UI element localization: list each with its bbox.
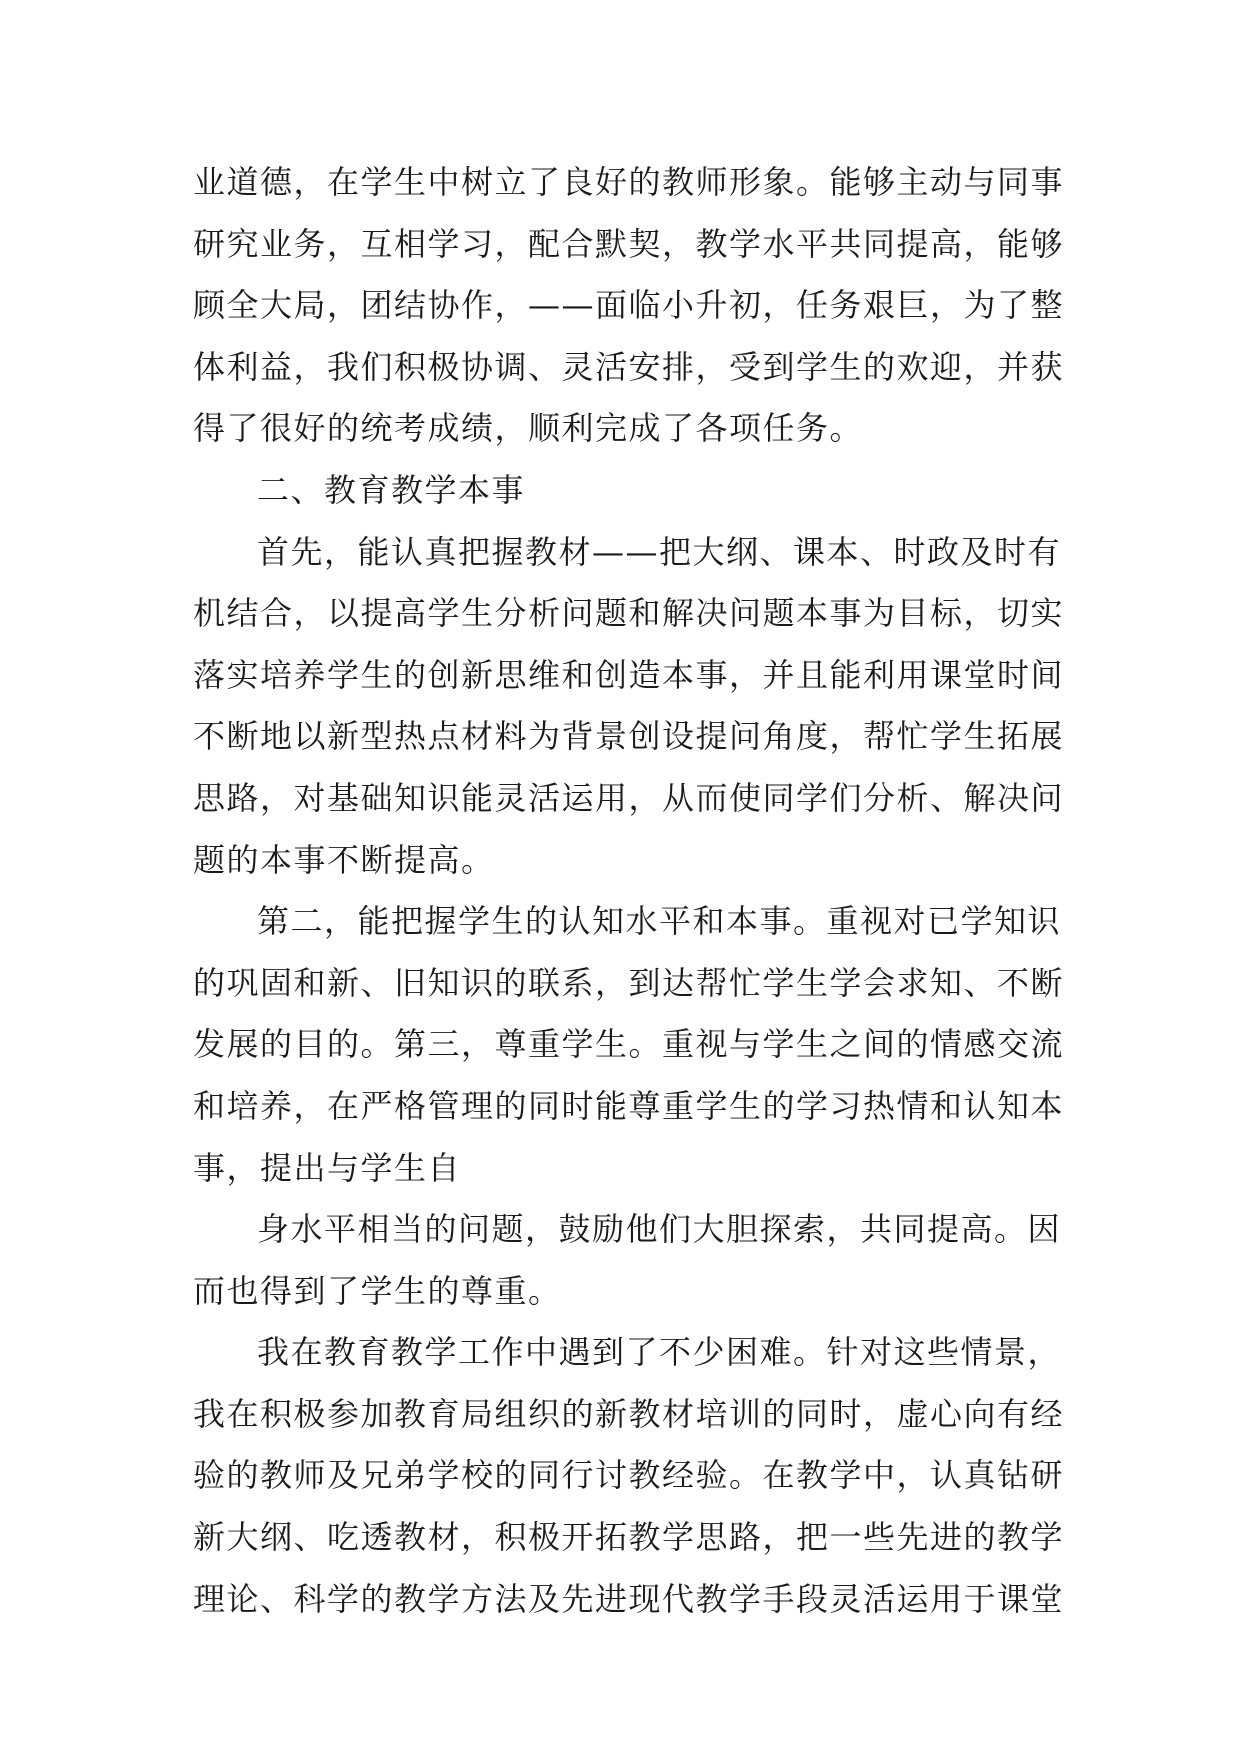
body-text xyxy=(193,152,1065,1630)
paragraph-start: 身水平相当的问题，鼓励他们大胆探索，共同提高。因 xyxy=(257,1210,1062,1249)
text-line: 顾全大局，团结协作，——面临小升初，任务艰巨，为了整 xyxy=(193,286,1065,325)
text-line: 机结合，以提高学生分析问题和解决问题本事为目标，切实 xyxy=(193,594,1065,633)
text-line: 而也得到了学生的尊重。 xyxy=(193,1271,562,1310)
text-line: 和培养，在严格管理的同时能尊重学生的学习热情和认知本 xyxy=(193,1086,1065,1125)
text-line: 得了很好的统考成绩，顺利完成了各项任务。 xyxy=(193,409,864,448)
text-line: 我在积极参加教育局组织的新教材培训的同时，虚心向有经 xyxy=(193,1394,1065,1433)
text-line: 验的教师及兄弟学校的同行讨教经验。在教学中，认真钻研 xyxy=(193,1456,1065,1495)
text-line: 思路，对基础知识能灵活运用，从而使同学们分析、解决问 xyxy=(193,778,1065,817)
text-line: 不断地以新型热点材料为背景创设提问角度，帮忙学生拓展 xyxy=(193,717,1065,756)
text-line: 新大纲、吃透教材，积极开拓教学思路，把一些先进的教学 xyxy=(193,1518,1065,1557)
paragraph-start: 我在教育教学工作中遇到了不少困难。针对这些情景， xyxy=(257,1333,1062,1372)
section-heading: 二、教育教学本事 xyxy=(257,470,526,509)
text-line: 的巩固和新、旧知识的联系，到达帮忙学生学会求知、不断 xyxy=(193,963,1065,1002)
text-line: 落实培养学生的创新思维和创造本事，并且能利用课堂时间 xyxy=(193,655,1065,694)
text-line: 事，提出与学生自 xyxy=(193,1148,462,1187)
paragraph-start: 首先，能认真把握教材——把大纲、课本、时政及时有 xyxy=(257,532,1062,571)
paragraph-start: 第二，能把握学生的认知水平和本事。重视对已学知识 xyxy=(257,902,1062,941)
text-line: 研究业务，互相学习，配合默契，教学水平共同提高，能够 xyxy=(193,224,1065,263)
text-line: 理论、科学的教学方法及先进现代教学手段灵活运用于课堂 xyxy=(193,1579,1065,1618)
text-line: 体利益，我们积极协调、灵活安排，受到学生的欢迎，并获 xyxy=(193,347,1065,386)
text-line: 发展的目的。第三，尊重学生。重视与学生之间的情感交流 xyxy=(193,1025,1065,1064)
text-line: 题的本事不断提高。 xyxy=(193,840,495,879)
text-line: 业道德，在学生中树立了良好的教师形象。能够主动与同事 xyxy=(193,163,1065,201)
